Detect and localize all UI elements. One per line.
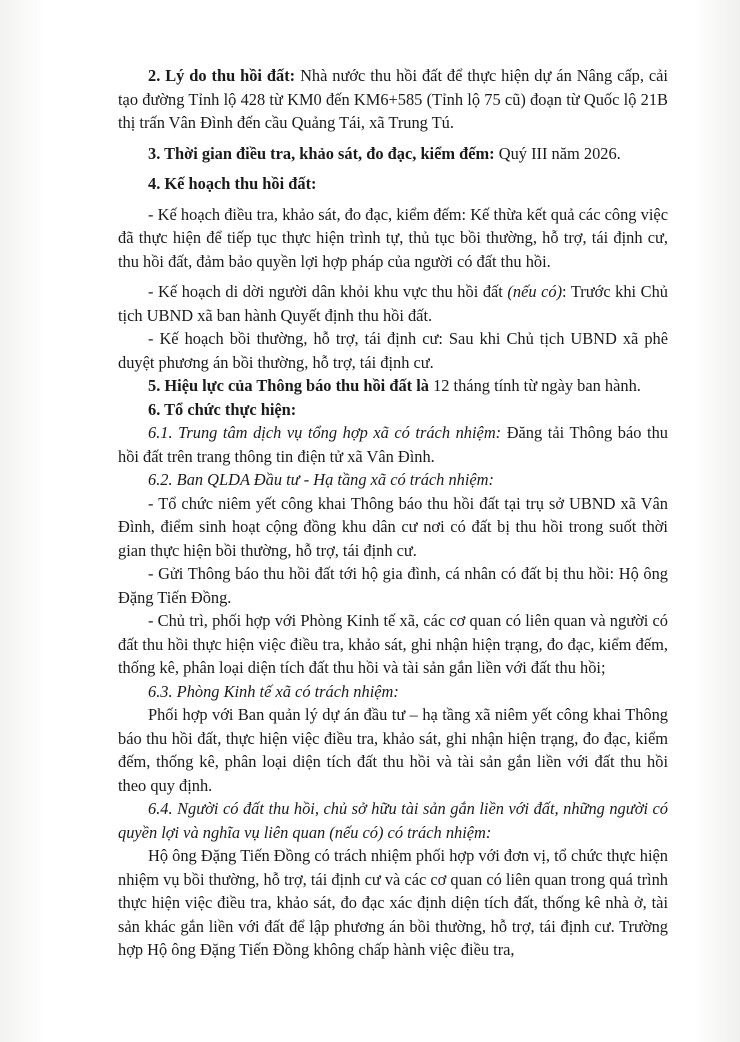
section-2-paragraph [118, 64, 668, 135]
section-4-heading: 4. Kế hoạch thu hồi đất: [148, 174, 317, 193]
section-6-1-paragraph [118, 421, 668, 468]
section-4-plan-compensation: - Kế hoạch bồi thường, hỗ trợ, tái định cư: Sau khi Chủ tịch UBND xã phê duyệt phương án bồi thường, hỗ trợ, tái định cư. [118, 329, 668, 372]
section-6-1-text: Đăng tải Thông báo thu hồi đất trên trang thông tin điện tử xã Vân Đình. [118, 423, 668, 466]
section-6-2-item-posting: - Tổ chức niêm yết công khai Thông báo thu hồi đất tại trụ sở UBND xã Vân Đình, điểm sinh hoạt cộng đồng khu dân cư nơi có đất bị thu hồi trong suốt thời gian thực hiện bồi thường, hỗ trợ, tái định cư. [118, 493, 668, 560]
section-6-heading: 6. Tổ chức thực hiện: [148, 399, 297, 419]
section-2-label: 2. Lý do thu hồi đất: [148, 66, 296, 85]
relocation-text-a: - Kế hoạch di dời người dân khỏi khu vực thu hồi đất [148, 282, 508, 301]
section-2-text: Nhà nước thu hồi đất để thực hiện dự án Nâng cấp, cải tạo đường Tỉnh lộ 428 từ KM0 đến KM6+585 (Tỉnh lộ 75 cũ) đoạn từ Quốc lộ 21B thị trấn Vân Đình đến cầu Quảng Tái, xã Trung Tú. [118, 66, 668, 132]
section-5-text: 12 tháng tính từ ngày ban hành. [428, 376, 641, 395]
section-4-plan-relocation [118, 280, 668, 327]
section-5-paragraph [118, 374, 668, 398]
relocation-text-b: : Trước khi Chủ tịch UBND xã ban hành Quyết định thu hồi đất. [118, 282, 668, 325]
relocation-italic: (nếu có) [507, 282, 563, 301]
section-3-paragraph [118, 142, 668, 166]
section-3-label: 3. Thời gian điều tra, khảo sát, đo đạc, kiểm đếm: [148, 143, 495, 163]
section-6-2-item-coordinate: - Chủ trì, phối hợp với Phòng Kinh tế xã, các cơ quan có liên quan và người có đất thu hồi thực hiện việc điều tra, khảo sát, ghi nhận hiện trạng, đo đạc, kiểm đếm, thống kê, phân loại diện tích đất thu hồi và tài sản gắn liền với đất thu hồi; [118, 611, 668, 677]
section-6-4-label: 6.4. Người có đất thu hồi, chủ sở hữu tài sản gắn liền với đất, những người có quyền lợi và nghĩa vụ liên quan (nếu có) có trách nhiệm: [118, 799, 668, 842]
section-6-3-text: Phối hợp với Ban quản lý dự án đầu tư – hạ tầng xã niêm yết công khai Thông báo thu hồi đất, thực hiện việc điều tra, khảo sát, ghi nhận hiện trạng, đo đạc, kiểm đếm, thống kê, phân loại diện tích đất thu hồi và tài sản gắn liền với đất thu hồi theo quy định. [118, 705, 668, 795]
section-6-1-label: 6.1. Trung tâm dịch vụ tổng hợp xã có trách nhiệm: [148, 423, 502, 442]
section-4-plan-survey: - Kế hoạch điều tra, khảo sát, đo đạc, kiểm đếm: Kế thừa kết quả các công việc đã thực hiện để tiếp tục thực hiện trình tự, thủ tục bồi thường, hỗ trợ, tái định cư, thu hồi đất, đảm bảo quyền lợi hợp pháp của người có đất thu hồi. [118, 204, 668, 271]
document-body [118, 64, 668, 962]
section-5-label: 5. Hiệu lực của Thông báo thu hồi đất là [148, 376, 429, 395]
section-6-4-text: Hộ ông Đặng Tiến Đồng có trách nhiệm phối hợp với đơn vị, tổ chức thực hiện nhiệm vụ bồi thường, hỗ trợ, tái định cư và các cơ quan có liên quan trong quá trình thực hiện việc điều tra, khảo sát, đo đạc xác định diện tích đất, thống kê nhà ở, tài sản khác gắn liền với đất để lập phương án bồi thường, hỗ trợ, tái định cư. Trường hợp Hộ ông Đặng Tiến Đồng không chấp hành việc điều tra, [118, 846, 668, 959]
section-3-text: Quý III năm 2026. [494, 143, 621, 163]
section-6-2-item-send: - Gửi Thông báo thu hồi đất tới hộ gia đình, cá nhân có đất bị thu hồi: Hộ ông Đặng Tiến Đồng. [118, 564, 668, 607]
section-6-3-label: 6.3. Phòng Kinh tế xã có trách nhiệm: [148, 681, 399, 701]
section-6-2-label: 6.2. Ban QLDA Đầu tư - Hạ tầng xã có trách nhiệm: [148, 470, 494, 489]
